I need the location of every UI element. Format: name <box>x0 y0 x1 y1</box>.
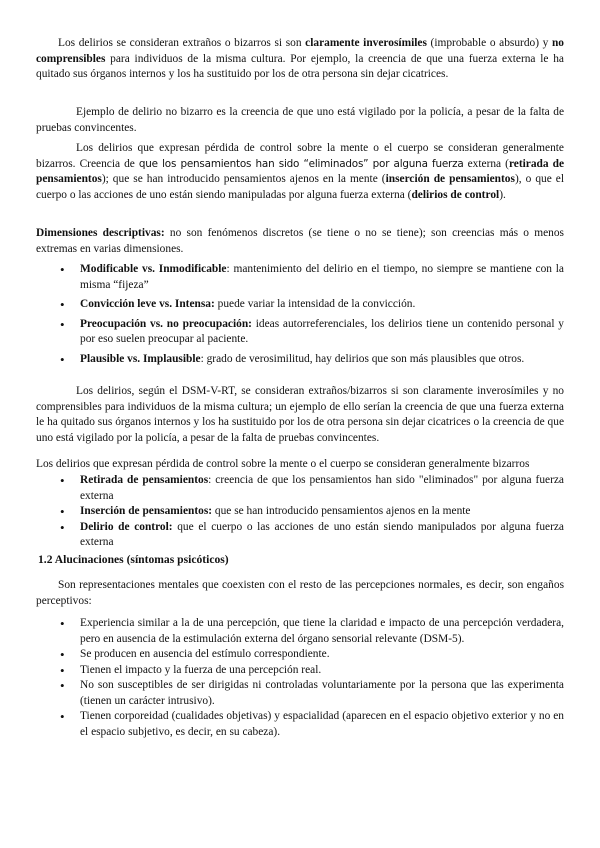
list-item: • Inserción de pensamientos: que se han introducido pensamientos ajenos en la mente <box>58 504 564 520</box>
hallucinations-list <box>58 616 564 740</box>
list-item: • No son susceptibles de ser dirigidas ni controladas voluntariamente por la persona que las experimenta (tienen un carácter intrusivo). <box>58 678 564 709</box>
paragraph-loss-of-control: Los delirios que expresan pérdida de control sobre la mente o el cuerpo se consideran generalmente bizarros. Creencia de que los pensamientos han sido “eliminados” por alguna fuerza externa (retirada de pensamientos); que se han introducido pensamientos ajenos en la mente (inserción de pensamientos), o que el cuerpo o las acciones de uno están siendo manipuladas por alguna fuerza externa (delirios de control). <box>36 142 565 201</box>
list-item: • Delirio de control: que el cuerpo o las acciones de uno están siendo manipulados por alguna fuerza externa <box>58 520 564 551</box>
paragraph-descriptive-dimensions: Dimensiones descriptivas: no son fenómenos discretos (se tiene o no se tiene); son creencias más o menos extremas en varias dimensiones. <box>36 227 564 255</box>
list-item: • Convicción leve vs. Intensa: puede variar la intensidad de la convicción. <box>58 297 564 313</box>
paragraph-control-intro: Los delirios que expresan pérdida de control sobre la mente o el cuerpo se consideran generalmente bizarros <box>36 458 530 470</box>
list-item: • Retirada de pensamientos: creencia de que los pensamientos han sido "eliminados" por alguna fuerza externa <box>58 473 564 504</box>
list-item: • Se producen en ausencia del estímulo correspondiente. <box>58 647 564 663</box>
list-item: • Tienen el impacto y la fuerza de una percepción real. <box>58 663 564 679</box>
list-item: • Modificable vs. Inmodificable: mantenimiento del delirio en el tiempo, no siempre se mantiene con la misma “fijeza” <box>58 262 564 293</box>
paragraph-bizarre-definition: Los delirios se consideran extraños o bizarros si son claramente inverosímiles (improbable o absurdo) y no comprensibles para individuos de la misma cultura. Por ejemplo, la creencia de que una fuerza externa le ha quitado sus órganos internos y los ha sustituido por los de otra persona sin dejar cicatrices. <box>36 37 564 80</box>
control-delusions-list <box>58 473 564 551</box>
paragraph-dsm-definition: Los delirios, según el DSM-V-RT, se consideran extraños/bizarros si son claramente inverosímiles y no comprensibles para individuos de la misma cultura; un ejemplo de ello serían la creencia de que una fuerza externa le ha quitado sus órganos internos y los ha sustituido por los de otra persona sin dejar cicatrices o la creencia de que uno está vigilado por la policía, a pesar de la falta de pruebas convincentes. <box>36 385 564 444</box>
paragraph-non-bizarre-example: Ejemplo de delirio no bizarro es la creencia de que uno está vigilado por la policía, a pesar de la falta de pruebas convincentes. <box>36 106 564 134</box>
list-item: • Preocupación vs. no preocupación: ideas autorreferenciales, los delirios tiene un contenido personal y por eso suelen preocupar al paciente. <box>58 317 564 348</box>
list-item: • Tienen corporeidad (cualidades objetivas) y espacialidad (aparecen en el espacio objetivo exterior y no en el espacio subjetivo, es decir, en su cabeza). <box>58 709 564 740</box>
list-item: • Experiencia similar a la de una percepción, que tiene la claridad e impacto de una percepción verdadera, pero en ausencia de la estimulación externa del órgano sensorial relevante (DSM-5). <box>58 616 564 647</box>
dimensions-list <box>58 262 564 367</box>
list-item: • Plausible vs. Implausible: grado de verosimilitud, hay delirios que son más plausibles que otros. <box>58 352 564 368</box>
section-heading: 1.2 Alucinaciones (síntomas psicóticos) <box>38 553 229 566</box>
paragraph-hallucinations-intro: Son representaciones mentales que coexisten con el resto de las percepciones normales, es decir, son engaños perceptivos: <box>36 579 564 607</box>
